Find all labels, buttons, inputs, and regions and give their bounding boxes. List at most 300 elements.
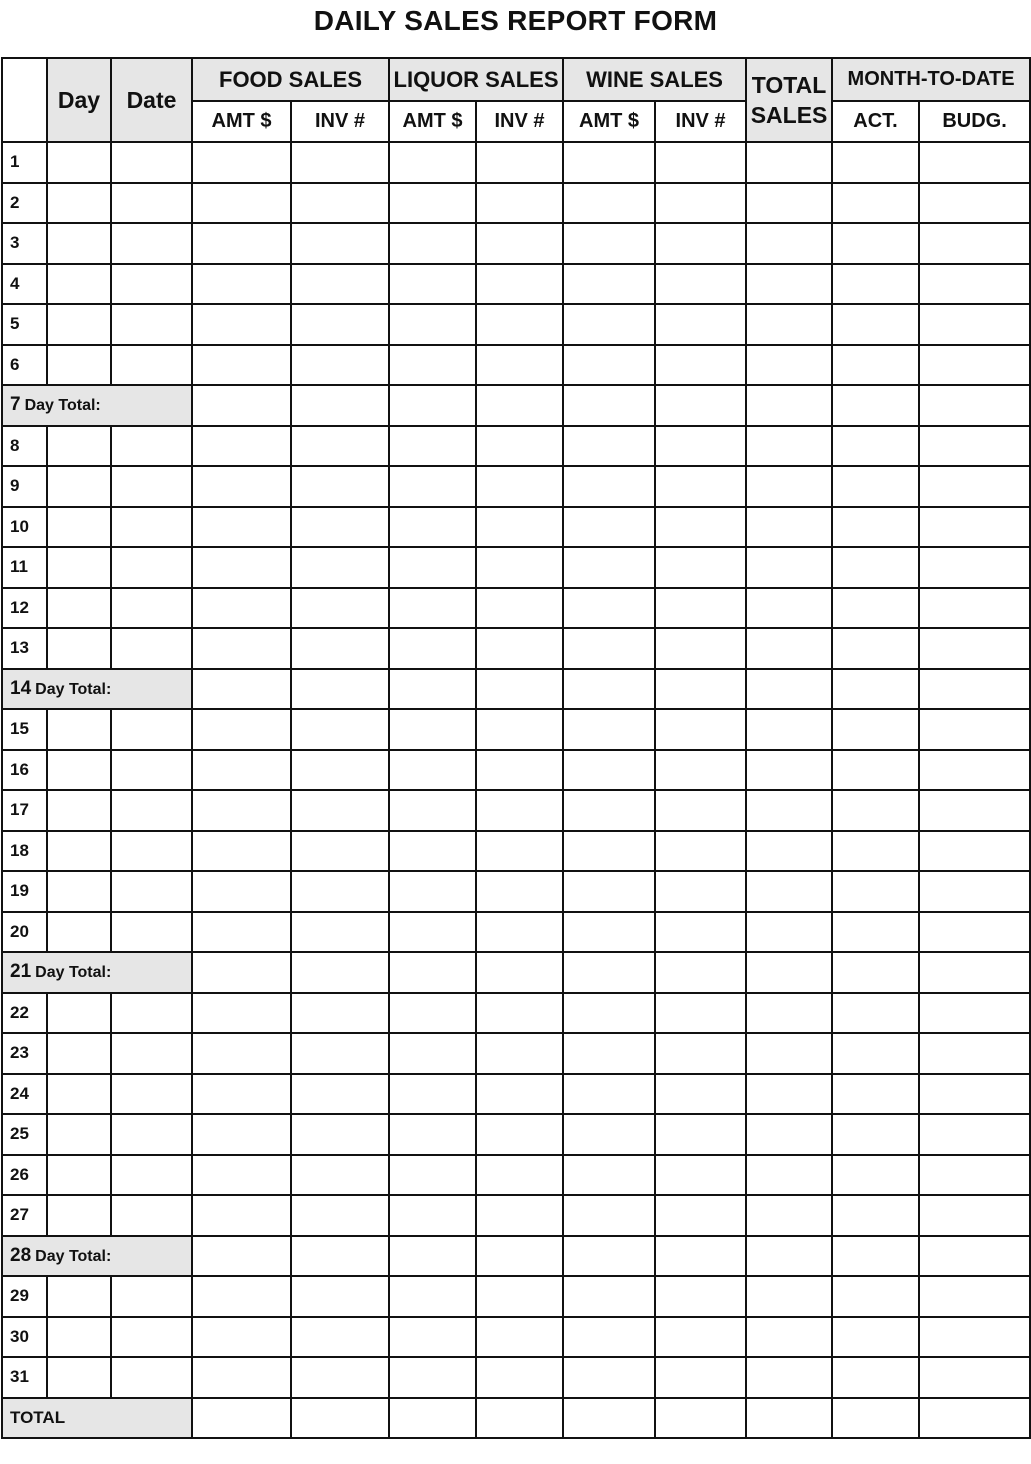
wine-amt-cell[interactable] [563, 1357, 655, 1398]
wine-amt-cell[interactable] [563, 466, 655, 507]
wine-amt-cell[interactable] [563, 871, 655, 912]
wine-inv-cell[interactable] [655, 1236, 746, 1277]
liquor-inv-cell[interactable] [476, 790, 563, 831]
liquor-amt-cell[interactable] [389, 628, 476, 669]
wine-amt-cell[interactable] [563, 304, 655, 345]
day-cell[interactable] [47, 1114, 111, 1155]
mtd-budg-cell[interactable] [919, 588, 1030, 629]
total-sales-cell[interactable] [746, 1074, 832, 1115]
mtd-budg-cell[interactable] [919, 1114, 1030, 1155]
mtd-act-cell[interactable] [832, 1033, 919, 1074]
wine-amt-cell[interactable] [563, 1195, 655, 1236]
date-cell[interactable] [111, 750, 192, 791]
food-amt-cell[interactable] [192, 142, 291, 183]
food-inv-cell[interactable] [291, 1195, 389, 1236]
wine-inv-cell[interactable] [655, 304, 746, 345]
food-amt-cell[interactable] [192, 628, 291, 669]
food-amt-cell[interactable] [192, 1357, 291, 1398]
wine-amt-cell[interactable] [563, 831, 655, 872]
mtd-budg-cell[interactable] [919, 183, 1030, 224]
wine-amt-cell[interactable] [563, 709, 655, 750]
mtd-budg-cell[interactable] [919, 1033, 1030, 1074]
wine-inv-cell[interactable] [655, 871, 746, 912]
total-sales-cell[interactable] [746, 588, 832, 629]
food-inv-cell[interactable] [291, 507, 389, 548]
liquor-amt-cell[interactable] [389, 750, 476, 791]
food-inv-cell[interactable] [291, 385, 389, 426]
wine-inv-cell[interactable] [655, 547, 746, 588]
food-inv-cell[interactable] [291, 264, 389, 305]
mtd-budg-cell[interactable] [919, 1276, 1030, 1317]
food-amt-cell[interactable] [192, 264, 291, 305]
food-inv-cell[interactable] [291, 993, 389, 1034]
day-cell[interactable] [47, 790, 111, 831]
wine-inv-cell[interactable] [655, 223, 746, 264]
food-amt-cell[interactable] [192, 912, 291, 953]
day-cell[interactable] [47, 264, 111, 305]
liquor-amt-cell[interactable] [389, 426, 476, 467]
total-sales-cell[interactable] [746, 183, 832, 224]
day-cell[interactable] [47, 426, 111, 467]
wine-amt-cell[interactable] [563, 1074, 655, 1115]
mtd-budg-cell[interactable] [919, 1195, 1030, 1236]
mtd-budg-cell[interactable] [919, 345, 1030, 386]
wine-inv-cell[interactable] [655, 466, 746, 507]
liquor-amt-cell[interactable] [389, 304, 476, 345]
date-cell[interactable] [111, 547, 192, 588]
mtd-act-cell[interactable] [832, 790, 919, 831]
wine-amt-cell[interactable] [563, 1276, 655, 1317]
wine-amt-cell[interactable] [563, 264, 655, 305]
mtd-budg-cell[interactable] [919, 385, 1030, 426]
mtd-act-cell[interactable] [832, 1195, 919, 1236]
day-cell[interactable] [47, 345, 111, 386]
liquor-amt-cell[interactable] [389, 385, 476, 426]
date-cell[interactable] [111, 1317, 192, 1358]
liquor-amt-cell[interactable] [389, 1276, 476, 1317]
liquor-amt-cell[interactable] [389, 547, 476, 588]
liquor-amt-cell[interactable] [389, 1398, 476, 1439]
mtd-act-cell[interactable] [832, 912, 919, 953]
liquor-inv-cell[interactable] [476, 628, 563, 669]
mtd-act-cell[interactable] [832, 142, 919, 183]
date-cell[interactable] [111, 871, 192, 912]
wine-amt-cell[interactable] [563, 1155, 655, 1196]
food-inv-cell[interactable] [291, 1276, 389, 1317]
liquor-inv-cell[interactable] [476, 1114, 563, 1155]
date-cell[interactable] [111, 345, 192, 386]
food-inv-cell[interactable] [291, 709, 389, 750]
total-sales-cell[interactable] [746, 750, 832, 791]
date-cell[interactable] [111, 1357, 192, 1398]
liquor-inv-cell[interactable] [476, 669, 563, 710]
mtd-budg-cell[interactable] [919, 1317, 1030, 1358]
mtd-act-cell[interactable] [832, 1114, 919, 1155]
mtd-budg-cell[interactable] [919, 1155, 1030, 1196]
mtd-act-cell[interactable] [832, 709, 919, 750]
food-amt-cell[interactable] [192, 871, 291, 912]
food-amt-cell[interactable] [192, 183, 291, 224]
food-inv-cell[interactable] [291, 183, 389, 224]
food-amt-cell[interactable] [192, 588, 291, 629]
day-cell[interactable] [47, 1195, 111, 1236]
wine-inv-cell[interactable] [655, 1155, 746, 1196]
wine-amt-cell[interactable] [563, 1033, 655, 1074]
total-sales-cell[interactable] [746, 1276, 832, 1317]
wine-amt-cell[interactable] [563, 952, 655, 993]
mtd-budg-cell[interactable] [919, 709, 1030, 750]
liquor-inv-cell[interactable] [476, 1155, 563, 1196]
liquor-amt-cell[interactable] [389, 1074, 476, 1115]
mtd-act-cell[interactable] [832, 1236, 919, 1277]
food-inv-cell[interactable] [291, 952, 389, 993]
liquor-inv-cell[interactable] [476, 952, 563, 993]
food-inv-cell[interactable] [291, 831, 389, 872]
wine-amt-cell[interactable] [563, 345, 655, 386]
mtd-act-cell[interactable] [832, 1398, 919, 1439]
day-cell[interactable] [47, 1074, 111, 1115]
wine-inv-cell[interactable] [655, 142, 746, 183]
liquor-inv-cell[interactable] [476, 709, 563, 750]
wine-inv-cell[interactable] [655, 1357, 746, 1398]
liquor-amt-cell[interactable] [389, 1236, 476, 1277]
wine-inv-cell[interactable] [655, 264, 746, 305]
food-amt-cell[interactable] [192, 1236, 291, 1277]
mtd-budg-cell[interactable] [919, 831, 1030, 872]
total-sales-cell[interactable] [746, 507, 832, 548]
total-sales-cell[interactable] [746, 1357, 832, 1398]
wine-amt-cell[interactable] [563, 790, 655, 831]
liquor-amt-cell[interactable] [389, 1357, 476, 1398]
food-inv-cell[interactable] [291, 1317, 389, 1358]
day-cell[interactable] [47, 466, 111, 507]
liquor-amt-cell[interactable] [389, 831, 476, 872]
food-inv-cell[interactable] [291, 1236, 389, 1277]
day-cell[interactable] [47, 628, 111, 669]
food-amt-cell[interactable] [192, 709, 291, 750]
liquor-amt-cell[interactable] [389, 871, 476, 912]
liquor-inv-cell[interactable] [476, 507, 563, 548]
wine-inv-cell[interactable] [655, 345, 746, 386]
liquor-inv-cell[interactable] [476, 385, 563, 426]
food-inv-cell[interactable] [291, 750, 389, 791]
mtd-budg-cell[interactable] [919, 547, 1030, 588]
mtd-budg-cell[interactable] [919, 304, 1030, 345]
wine-amt-cell[interactable] [563, 750, 655, 791]
date-cell[interactable] [111, 466, 192, 507]
food-amt-cell[interactable] [192, 1317, 291, 1358]
wine-amt-cell[interactable] [563, 223, 655, 264]
wine-inv-cell[interactable] [655, 912, 746, 953]
total-sales-cell[interactable] [746, 628, 832, 669]
mtd-act-cell[interactable] [832, 1074, 919, 1115]
wine-inv-cell[interactable] [655, 1317, 746, 1358]
food-amt-cell[interactable] [192, 304, 291, 345]
date-cell[interactable] [111, 1033, 192, 1074]
liquor-amt-cell[interactable] [389, 993, 476, 1034]
total-sales-cell[interactable] [746, 993, 832, 1034]
liquor-amt-cell[interactable] [389, 142, 476, 183]
wine-amt-cell[interactable] [563, 507, 655, 548]
mtd-budg-cell[interactable] [919, 871, 1030, 912]
date-cell[interactable] [111, 1114, 192, 1155]
wine-amt-cell[interactable] [563, 912, 655, 953]
food-inv-cell[interactable] [291, 790, 389, 831]
mtd-budg-cell[interactable] [919, 750, 1030, 791]
date-cell[interactable] [111, 304, 192, 345]
day-cell[interactable] [47, 1317, 111, 1358]
wine-inv-cell[interactable] [655, 709, 746, 750]
wine-amt-cell[interactable] [563, 142, 655, 183]
day-cell[interactable] [47, 304, 111, 345]
wine-inv-cell[interactable] [655, 952, 746, 993]
wine-inv-cell[interactable] [655, 628, 746, 669]
mtd-act-cell[interactable] [832, 385, 919, 426]
liquor-inv-cell[interactable] [476, 1317, 563, 1358]
total-sales-cell[interactable] [746, 223, 832, 264]
liquor-inv-cell[interactable] [476, 547, 563, 588]
mtd-budg-cell[interactable] [919, 142, 1030, 183]
wine-inv-cell[interactable] [655, 183, 746, 224]
mtd-budg-cell[interactable] [919, 1074, 1030, 1115]
wine-inv-cell[interactable] [655, 1195, 746, 1236]
mtd-act-cell[interactable] [832, 669, 919, 710]
total-sales-cell[interactable] [746, 1398, 832, 1439]
day-cell[interactable] [47, 1357, 111, 1398]
liquor-amt-cell[interactable] [389, 183, 476, 224]
date-cell[interactable] [111, 709, 192, 750]
liquor-inv-cell[interactable] [476, 223, 563, 264]
date-cell[interactable] [111, 912, 192, 953]
wine-amt-cell[interactable] [563, 1317, 655, 1358]
day-cell[interactable] [47, 183, 111, 224]
food-amt-cell[interactable] [192, 1155, 291, 1196]
mtd-act-cell[interactable] [832, 750, 919, 791]
liquor-inv-cell[interactable] [476, 1236, 563, 1277]
food-amt-cell[interactable] [192, 1195, 291, 1236]
food-inv-cell[interactable] [291, 142, 389, 183]
food-inv-cell[interactable] [291, 628, 389, 669]
day-cell[interactable] [47, 1276, 111, 1317]
mtd-act-cell[interactable] [832, 1317, 919, 1358]
liquor-amt-cell[interactable] [389, 223, 476, 264]
date-cell[interactable] [111, 628, 192, 669]
total-sales-cell[interactable] [746, 1033, 832, 1074]
wine-inv-cell[interactable] [655, 993, 746, 1034]
day-cell[interactable] [47, 831, 111, 872]
mtd-act-cell[interactable] [832, 1276, 919, 1317]
date-cell[interactable] [111, 507, 192, 548]
date-cell[interactable] [111, 264, 192, 305]
wine-amt-cell[interactable] [563, 183, 655, 224]
food-amt-cell[interactable] [192, 993, 291, 1034]
food-inv-cell[interactable] [291, 871, 389, 912]
food-amt-cell[interactable] [192, 223, 291, 264]
food-inv-cell[interactable] [291, 547, 389, 588]
mtd-act-cell[interactable] [832, 304, 919, 345]
date-cell[interactable] [111, 223, 192, 264]
food-inv-cell[interactable] [291, 1398, 389, 1439]
wine-amt-cell[interactable] [563, 426, 655, 467]
total-sales-cell[interactable] [746, 1114, 832, 1155]
food-inv-cell[interactable] [291, 466, 389, 507]
liquor-inv-cell[interactable] [476, 1276, 563, 1317]
day-cell[interactable] [47, 547, 111, 588]
wine-inv-cell[interactable] [655, 1398, 746, 1439]
liquor-inv-cell[interactable] [476, 831, 563, 872]
wine-inv-cell[interactable] [655, 385, 746, 426]
liquor-amt-cell[interactable] [389, 669, 476, 710]
total-sales-cell[interactable] [746, 385, 832, 426]
date-cell[interactable] [111, 183, 192, 224]
liquor-inv-cell[interactable] [476, 345, 563, 386]
liquor-amt-cell[interactable] [389, 1155, 476, 1196]
day-cell[interactable] [47, 1155, 111, 1196]
food-inv-cell[interactable] [291, 588, 389, 629]
date-cell[interactable] [111, 790, 192, 831]
wine-amt-cell[interactable] [563, 385, 655, 426]
total-sales-cell[interactable] [746, 709, 832, 750]
liquor-inv-cell[interactable] [476, 588, 563, 629]
food-amt-cell[interactable] [192, 1276, 291, 1317]
mtd-act-cell[interactable] [832, 1357, 919, 1398]
wine-inv-cell[interactable] [655, 790, 746, 831]
day-cell[interactable] [47, 1033, 111, 1074]
mtd-act-cell[interactable] [832, 993, 919, 1034]
food-inv-cell[interactable] [291, 1074, 389, 1115]
total-sales-cell[interactable] [746, 142, 832, 183]
food-amt-cell[interactable] [192, 466, 291, 507]
food-amt-cell[interactable] [192, 547, 291, 588]
liquor-amt-cell[interactable] [389, 1033, 476, 1074]
food-amt-cell[interactable] [192, 385, 291, 426]
total-sales-cell[interactable] [746, 952, 832, 993]
mtd-budg-cell[interactable] [919, 1236, 1030, 1277]
food-inv-cell[interactable] [291, 1114, 389, 1155]
day-cell[interactable] [47, 750, 111, 791]
food-inv-cell[interactable] [291, 426, 389, 467]
wine-amt-cell[interactable] [563, 1398, 655, 1439]
mtd-act-cell[interactable] [832, 871, 919, 912]
total-sales-cell[interactable] [746, 466, 832, 507]
date-cell[interactable] [111, 1195, 192, 1236]
wine-inv-cell[interactable] [655, 588, 746, 629]
liquor-inv-cell[interactable] [476, 304, 563, 345]
date-cell[interactable] [111, 1155, 192, 1196]
food-inv-cell[interactable] [291, 912, 389, 953]
date-cell[interactable] [111, 1074, 192, 1115]
day-cell[interactable] [47, 993, 111, 1034]
date-cell[interactable] [111, 993, 192, 1034]
day-cell[interactable] [47, 588, 111, 629]
liquor-inv-cell[interactable] [476, 912, 563, 953]
mtd-act-cell[interactable] [832, 588, 919, 629]
date-cell[interactable] [111, 588, 192, 629]
wine-inv-cell[interactable] [655, 1276, 746, 1317]
mtd-budg-cell[interactable] [919, 426, 1030, 467]
mtd-budg-cell[interactable] [919, 628, 1030, 669]
food-amt-cell[interactable] [192, 426, 291, 467]
wine-amt-cell[interactable] [563, 1236, 655, 1277]
liquor-amt-cell[interactable] [389, 1317, 476, 1358]
day-cell[interactable] [47, 912, 111, 953]
wine-inv-cell[interactable] [655, 1074, 746, 1115]
liquor-inv-cell[interactable] [476, 1398, 563, 1439]
mtd-act-cell[interactable] [832, 831, 919, 872]
wine-amt-cell[interactable] [563, 628, 655, 669]
liquor-inv-cell[interactable] [476, 142, 563, 183]
liquor-inv-cell[interactable] [476, 1033, 563, 1074]
liquor-amt-cell[interactable] [389, 264, 476, 305]
total-sales-cell[interactable] [746, 1195, 832, 1236]
total-sales-cell[interactable] [746, 669, 832, 710]
total-sales-cell[interactable] [746, 790, 832, 831]
food-amt-cell[interactable] [192, 1074, 291, 1115]
mtd-budg-cell[interactable] [919, 790, 1030, 831]
wine-inv-cell[interactable] [655, 1033, 746, 1074]
food-amt-cell[interactable] [192, 790, 291, 831]
food-amt-cell[interactable] [192, 831, 291, 872]
food-inv-cell[interactable] [291, 1033, 389, 1074]
total-sales-cell[interactable] [746, 345, 832, 386]
wine-amt-cell[interactable] [563, 1114, 655, 1155]
mtd-budg-cell[interactable] [919, 507, 1030, 548]
mtd-act-cell[interactable] [832, 345, 919, 386]
mtd-act-cell[interactable] [832, 264, 919, 305]
mtd-act-cell[interactable] [832, 223, 919, 264]
total-sales-cell[interactable] [746, 831, 832, 872]
food-inv-cell[interactable] [291, 1357, 389, 1398]
mtd-act-cell[interactable] [832, 507, 919, 548]
liquor-amt-cell[interactable] [389, 912, 476, 953]
wine-inv-cell[interactable] [655, 507, 746, 548]
liquor-inv-cell[interactable] [476, 466, 563, 507]
mtd-act-cell[interactable] [832, 183, 919, 224]
liquor-amt-cell[interactable] [389, 345, 476, 386]
date-cell[interactable] [111, 426, 192, 467]
day-cell[interactable] [47, 142, 111, 183]
wine-inv-cell[interactable] [655, 750, 746, 791]
total-sales-cell[interactable] [746, 1236, 832, 1277]
food-amt-cell[interactable] [192, 669, 291, 710]
wine-amt-cell[interactable] [563, 669, 655, 710]
mtd-budg-cell[interactable] [919, 1398, 1030, 1439]
food-inv-cell[interactable] [291, 669, 389, 710]
food-amt-cell[interactable] [192, 1033, 291, 1074]
liquor-inv-cell[interactable] [476, 183, 563, 224]
day-cell[interactable] [47, 507, 111, 548]
mtd-budg-cell[interactable] [919, 993, 1030, 1034]
liquor-inv-cell[interactable] [476, 993, 563, 1034]
food-amt-cell[interactable] [192, 507, 291, 548]
food-amt-cell[interactable] [192, 345, 291, 386]
date-cell[interactable] [111, 831, 192, 872]
food-amt-cell[interactable] [192, 952, 291, 993]
mtd-act-cell[interactable] [832, 628, 919, 669]
total-sales-cell[interactable] [746, 304, 832, 345]
liquor-amt-cell[interactable] [389, 507, 476, 548]
mtd-budg-cell[interactable] [919, 912, 1030, 953]
liquor-amt-cell[interactable] [389, 588, 476, 629]
wine-inv-cell[interactable] [655, 831, 746, 872]
date-cell[interactable] [111, 142, 192, 183]
liquor-inv-cell[interactable] [476, 426, 563, 467]
total-sales-cell[interactable] [746, 547, 832, 588]
mtd-budg-cell[interactable] [919, 669, 1030, 710]
liquor-inv-cell[interactable] [476, 750, 563, 791]
liquor-amt-cell[interactable] [389, 466, 476, 507]
food-inv-cell[interactable] [291, 304, 389, 345]
